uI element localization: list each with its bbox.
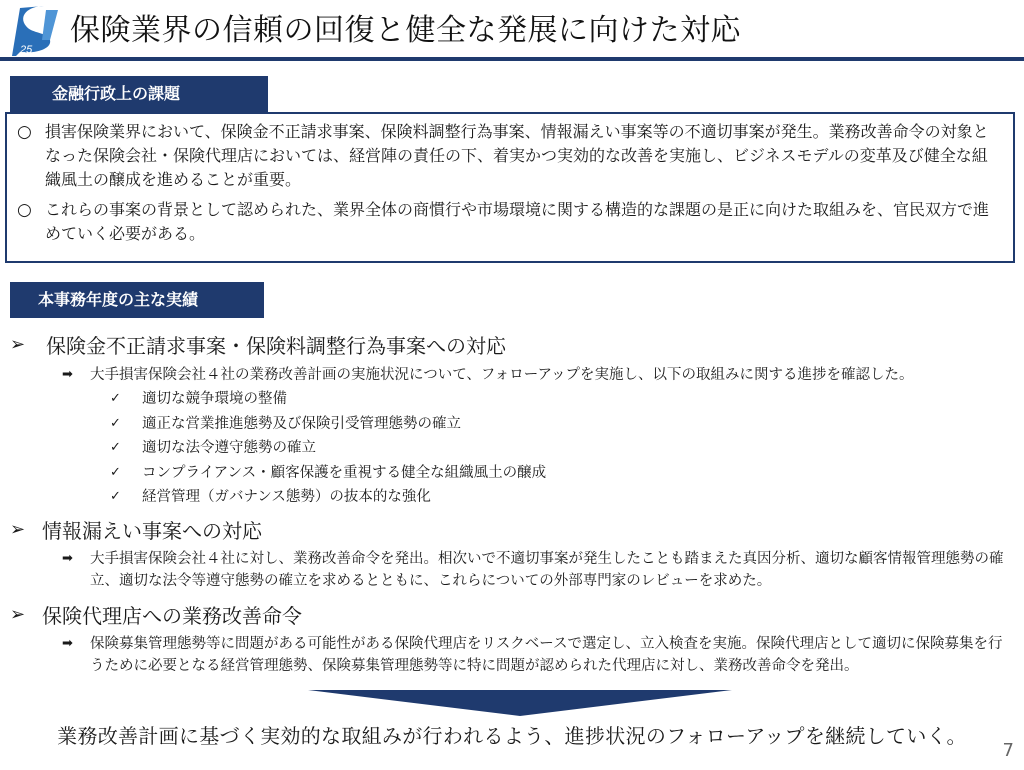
sub-item bbox=[62, 364, 1012, 386]
check-icon: ✓ bbox=[110, 415, 121, 431]
fsa-logo bbox=[6, 4, 68, 56]
section-heading-text: 保険代理店への業務改善命令 bbox=[42, 604, 302, 628]
page-title: 保険業界の信頼の回復と健全な発展に向けた対応 bbox=[70, 13, 741, 48]
check-item-text: コンプライアンス・顧客保護を重視する健全な組織風土の醸成 bbox=[142, 464, 547, 481]
issue-item bbox=[17, 120, 1003, 192]
check-item bbox=[110, 461, 546, 486]
check-item-text: 経営管理（ガバナンス態勢）の抜本的な強化 bbox=[142, 489, 431, 505]
check-item-text: 適切な法令遵守態勢の確立 bbox=[142, 440, 316, 456]
arrow-right-icon: ➡ bbox=[62, 551, 73, 566]
check-item-text: 適切な競争環境の整備 bbox=[142, 391, 287, 407]
circle-bullet-icon: ○ bbox=[17, 200, 32, 220]
arrow-right-icon: ➡ bbox=[62, 367, 73, 382]
arrowhead-bullet-icon: ➢ bbox=[10, 519, 26, 540]
check-icon: ✓ bbox=[110, 464, 121, 480]
check-icon: ✓ bbox=[110, 489, 121, 504]
check-item bbox=[110, 485, 546, 510]
check-item bbox=[110, 436, 546, 461]
section-heading-agency bbox=[10, 600, 302, 629]
check-icon: ✓ bbox=[110, 391, 121, 406]
issues-box bbox=[5, 112, 1015, 263]
check-item bbox=[110, 412, 546, 437]
down-chevron-icon bbox=[308, 690, 732, 716]
issues-section-label: 金融行政上の課題 bbox=[10, 76, 268, 112]
sub-item-text: 大手損害保険会社４社に対し、業務改善命令を発出。相次いで不適切事案が発生したことも踏まえた真因分析、適切な顧客情報管理態勢の確立、適切な法令等遵守態勢の確立を求めるとともに、これらについての外部専門家のレビューを求めた。 bbox=[90, 551, 1004, 589]
sub-item bbox=[62, 633, 1012, 677]
section-heading-text: 保険金不正請求事案・保険料調整行為事案への対応 bbox=[46, 334, 506, 358]
sub-item-text: 大手損害保険会社４社の業務改善計画の実施状況について、フォローアップを実施し、以下の取組みに関する進捗を確認した。 bbox=[90, 367, 914, 383]
title-divider bbox=[0, 57, 1024, 61]
check-item-text: 適正な営業推進態勢及び保険引受管理態勢の確立 bbox=[142, 415, 461, 432]
issue-text: これらの事案の背景として認められた、業界全体の商慣行や市場環境に関する構造的な課題の是正に向けた取組みを、官民双方で進めていく必要がある。 bbox=[45, 200, 990, 243]
arrow-right-icon: ➡ bbox=[62, 636, 73, 651]
check-list bbox=[110, 387, 546, 510]
check-item bbox=[110, 387, 546, 412]
arrowhead-bullet-icon: ➢ bbox=[10, 334, 26, 355]
section-heading-data-leak bbox=[10, 515, 262, 544]
section-heading-text: 情報漏えい事案への対応 bbox=[42, 519, 262, 543]
issue-text: 損害保険業界において、保険金不正請求事案、保険料調整行為事案、情報漏えい事案等の不適切事案が発生。業務改善命令の対象となった保険会社・保険代理店においては、経営陣の責任の下、着実かつ実効的な改善を実施し、ビジネスモデルの変革及び健全な組織風土の醸成を進めることが重要。 bbox=[45, 122, 989, 189]
sub-item-text: 保険募集管理態勢等に問題がある可能性がある保険代理店をリスクベースで選定し、立入検査を実施。保険代理店として適切に保険募集を行うために必要となる経営管理態勢、保険募集管理態勢等に特に問題が認められた代理店に対し、業務改善命令を発出。 bbox=[90, 636, 1003, 674]
page-number: 7 bbox=[1002, 740, 1014, 761]
section-heading-fraud bbox=[10, 330, 506, 359]
arrowhead-bullet-icon: ➢ bbox=[10, 604, 26, 625]
logo-anniversary-text: 25 bbox=[20, 44, 33, 56]
issue-item bbox=[17, 198, 1003, 246]
results-section-label: 本事務年度の主な実績 bbox=[10, 282, 264, 318]
sub-item bbox=[62, 548, 1012, 592]
circle-bullet-icon: ○ bbox=[17, 122, 32, 142]
check-icon: ✓ bbox=[110, 440, 121, 455]
conclusion-text: 業務改善計画に基づく実効的な取組みが行われるよう、進捗状況のフォローアップを継続していく。 bbox=[57, 724, 967, 748]
